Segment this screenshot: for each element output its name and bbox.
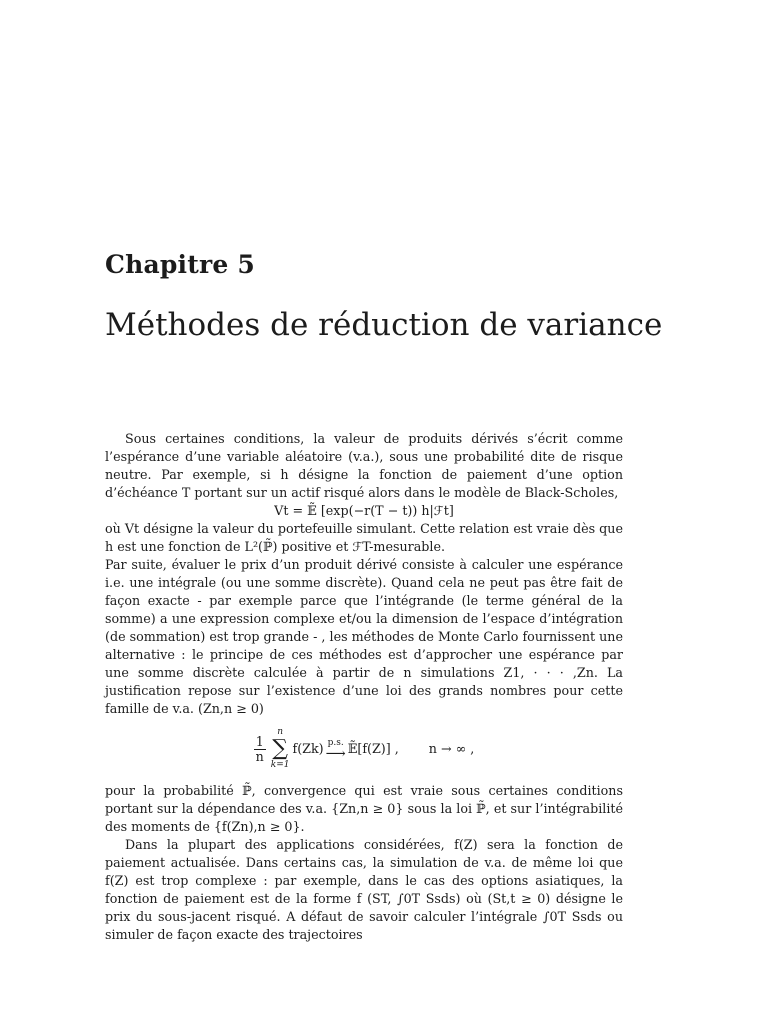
fraction-numerator: 1: [255, 733, 264, 749]
sigma-icon: ∑: [272, 736, 288, 761]
sum-lower-bound: k=1: [270, 760, 290, 770]
chapter-label: Chapitre 5: [105, 250, 255, 279]
paragraph-intro: Sous certaines conditions, la valeur de produits dérivés s’écrit comme l’espérance d’une variable aléatoire (v.a.), sous une probabilité dite de risque neutre. Par exemple, si h désigne la fonction de paiement d’une option d’échéance T portant sur un actif risqué alors dans le modèle de Black-Scholes,: [105, 431, 623, 500]
limit-condition: n → ∞ ,: [428, 741, 475, 756]
paragraph-monte-carlo: Par suite, évaluer le prix d’un produit dérivé consiste à calculer une espérance i.e. une intégrale (ou une somme discrète). Quand cela ne peut pas être fait de façon exacte - par exemple parce que l’intégrande (le terme général de la somme) a une expression complexe et/ou la dimension de l’espace d’intégration (de sommation) est trop grande - , les méthodes de Monte Carlo fournissent une alternative : le principe de ces méthodes est d’approcher une espérance par une somme discrète calculée à partir de n simulations Z1, · · · ,Zn. La justification repose sur l’existence d’une loi des grands nombres pour cette famille de v.a. (Zn,n ≥ 0): [105, 557, 623, 716]
equation-value: Vt = 𝔼̃ [exp(−r(T − t)) h|ℱt]: [274, 503, 454, 518]
paragraph-definition: où Vt désigne la valeur du portefeuille simulant. Cette relation est vraie dès que h est une fonction de L²(ℙ̃) positive et ℱT-mesurable.: [105, 521, 623, 554]
arrow-label: p.s.: [327, 737, 344, 748]
paragraph-applications: Dans la plupart des applications considérées, f(Z) sera la fonction de paiement actualisée. Dans certains cas, la simulation de v.a. de même loi que f(Z) est trop complexe : par exemple, dans le cas des options asiatiques, la fonction de paiement est de la forme f (ST, ∫0T Ssds) où (St,t ≥ 0) désigne le prix du sous-jacent risqué. A défaut de savoir calculer l’intégrale ∫0T Ssds ou simuler de façon exacte des trajectoires: [105, 837, 623, 942]
limit-expectation: 𝔼̃[f(Z)] ,: [347, 741, 399, 756]
paragraph-probability: pour la probabilité ℙ̃, convergence qui est vraie sous certaines conditions portant sur la dépendance des v.a. {Zn,n ≥ 0} sous la loi ℙ̃, et sur l’intégrabilité des moments de {f(Zn),n ≥ 0}.: [105, 783, 623, 834]
summation-symbol: [271, 727, 290, 771]
right-arrow-icon: ⟶: [325, 745, 346, 762]
equation-law-of-large-numbers: [105, 726, 623, 772]
sum-upper-bound: n: [277, 727, 284, 737]
fraction-denominator: n: [255, 748, 264, 764]
sum-term: f(Zk): [292, 741, 324, 756]
chapter-title: Méthodes de réduction de variance: [105, 307, 663, 343]
body-text: [105, 430, 623, 944]
convergence-arrow: [326, 739, 346, 760]
fraction: [254, 735, 266, 764]
